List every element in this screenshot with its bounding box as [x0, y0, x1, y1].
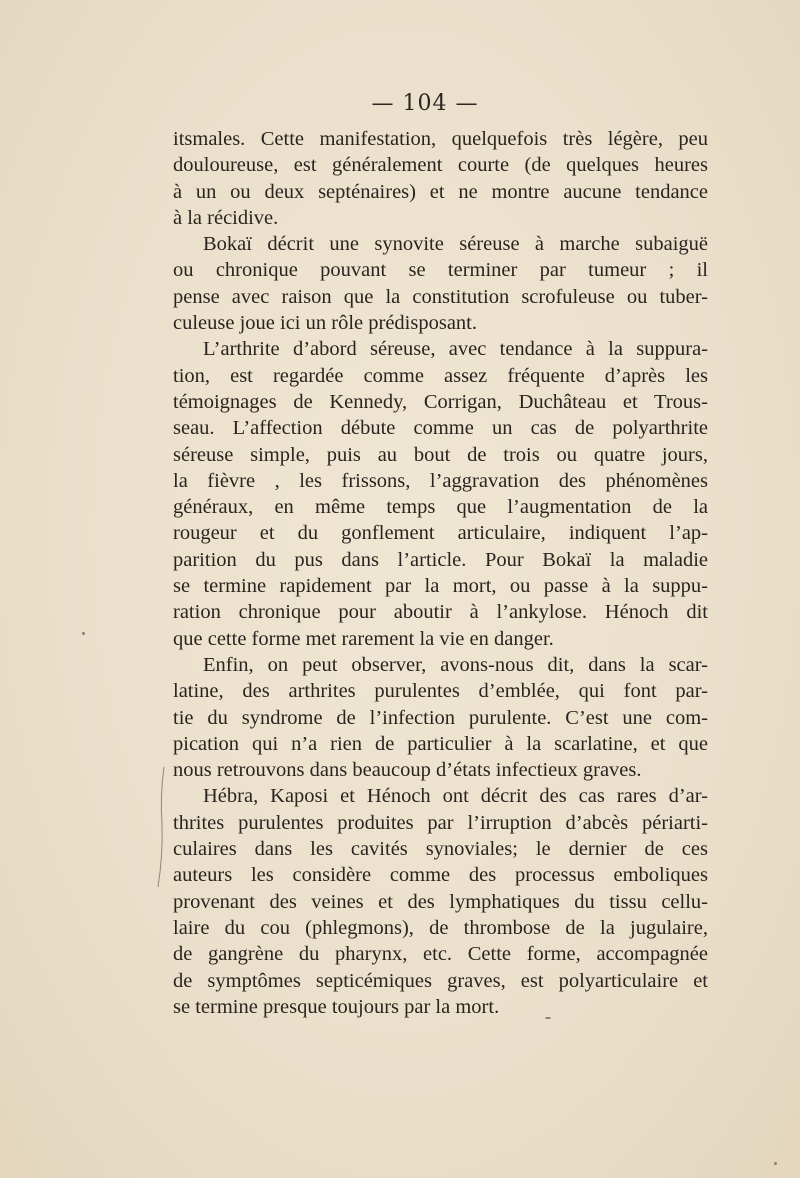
- text-line: culeuse joue ici un rôle prédisposant.: [173, 312, 477, 335]
- text-line: latine, des arthrites purulentes d’emblée, qui font par-: [173, 680, 708, 703]
- text-line: nous retrouvons dans beaucoup d’états infectieux graves.: [173, 759, 642, 782]
- text-line: tion, est regardée comme assez fréquente d’après les: [173, 364, 708, 387]
- page-number: — 104 —: [371, 91, 479, 116]
- text-line: culaires dans les cavités synoviales; le dernier de ces: [173, 838, 708, 861]
- text-line: itsmales. Cette manifestation, quelquefois très légère, peu: [173, 128, 708, 150]
- text-line: la fièvre , les frissons, l’aggravation des phénomènes: [173, 469, 708, 492]
- text-line: généraux, en même temps que l’augmentation de la: [173, 496, 708, 519]
- text-line: thrites purulentes produites par l’irruption d’abcès périarti-: [173, 811, 708, 834]
- paper-speck: [774, 1162, 777, 1165]
- text-line: séreuse simple, puis au bout de trois ou quatre jours,: [173, 443, 708, 466]
- text-line: L’arthrite d’abord séreuse, avec tendance à la suppura-: [203, 338, 708, 361]
- body-text: [173, 126, 708, 1020]
- text-line: se termine presque toujours par la mort.: [173, 995, 500, 1018]
- text-line: de symptômes septicémiques graves, est polyarticulaire et: [173, 969, 708, 992]
- text-line: ou chronique pouvant se terminer par tumeur ; il: [173, 259, 708, 282]
- text-line: provenant des veines et des lymphatiques du tissu cellu-: [173, 890, 708, 913]
- text-line: Enfin, on peut observer, avons-nous dit, dans la scar-: [203, 653, 708, 676]
- text-line: douloureuse, est généralement courte (de quelques heures: [173, 154, 708, 177]
- text-line: que cette forme met rarement la vie en danger.: [173, 627, 554, 650]
- paper-speck: [82, 632, 85, 635]
- margin-pencil-mark: [150, 765, 170, 890]
- text-line: rougeur et du gonflement articulaire, indiquent l’ap-: [173, 522, 708, 545]
- text-line: Bokaï décrit une synovite séreuse à marche subaiguë: [203, 233, 708, 256]
- text-line: pense avec raison que la constitution scrofuleuse ou tuber-: [173, 285, 708, 308]
- text-line: auteurs les considère comme des processus emboliques: [173, 864, 708, 887]
- text-line: seau. L’affection débute comme un cas de polyarthrite: [173, 417, 708, 440]
- paper-speck: [545, 1017, 551, 1019]
- text-line: ration chronique pour aboutir à l’ankylose. Hénoch dit: [173, 601, 708, 624]
- text-line: se termine rapidement par la mort, ou passe à la suppu-: [173, 575, 708, 598]
- text-line: de gangrène du pharynx, etc. Cette forme, accompagnée: [173, 943, 708, 966]
- text-line: à un ou deux septénaires) et ne montre aucune tendance: [173, 180, 708, 203]
- text-line: témoignages de Kennedy, Corrigan, Duchâteau et Trous-: [173, 390, 708, 413]
- text-line: parition du pus dans l’article. Pour Bokaï la maladie: [173, 548, 708, 571]
- text-line: laire du cou (phlegmons), de thrombose de la jugulaire,: [173, 916, 708, 939]
- text-line: Hébra, Kaposi et Hénoch ont décrit des cas rares d’ar-: [203, 785, 708, 808]
- text-line: tie du syndrome de l’infection purulente. C’est une com-: [173, 706, 708, 729]
- text-line: pication qui n’a rien de particulier à la scarlatine, et que: [173, 732, 708, 755]
- text-line: à la récidive.: [173, 206, 279, 229]
